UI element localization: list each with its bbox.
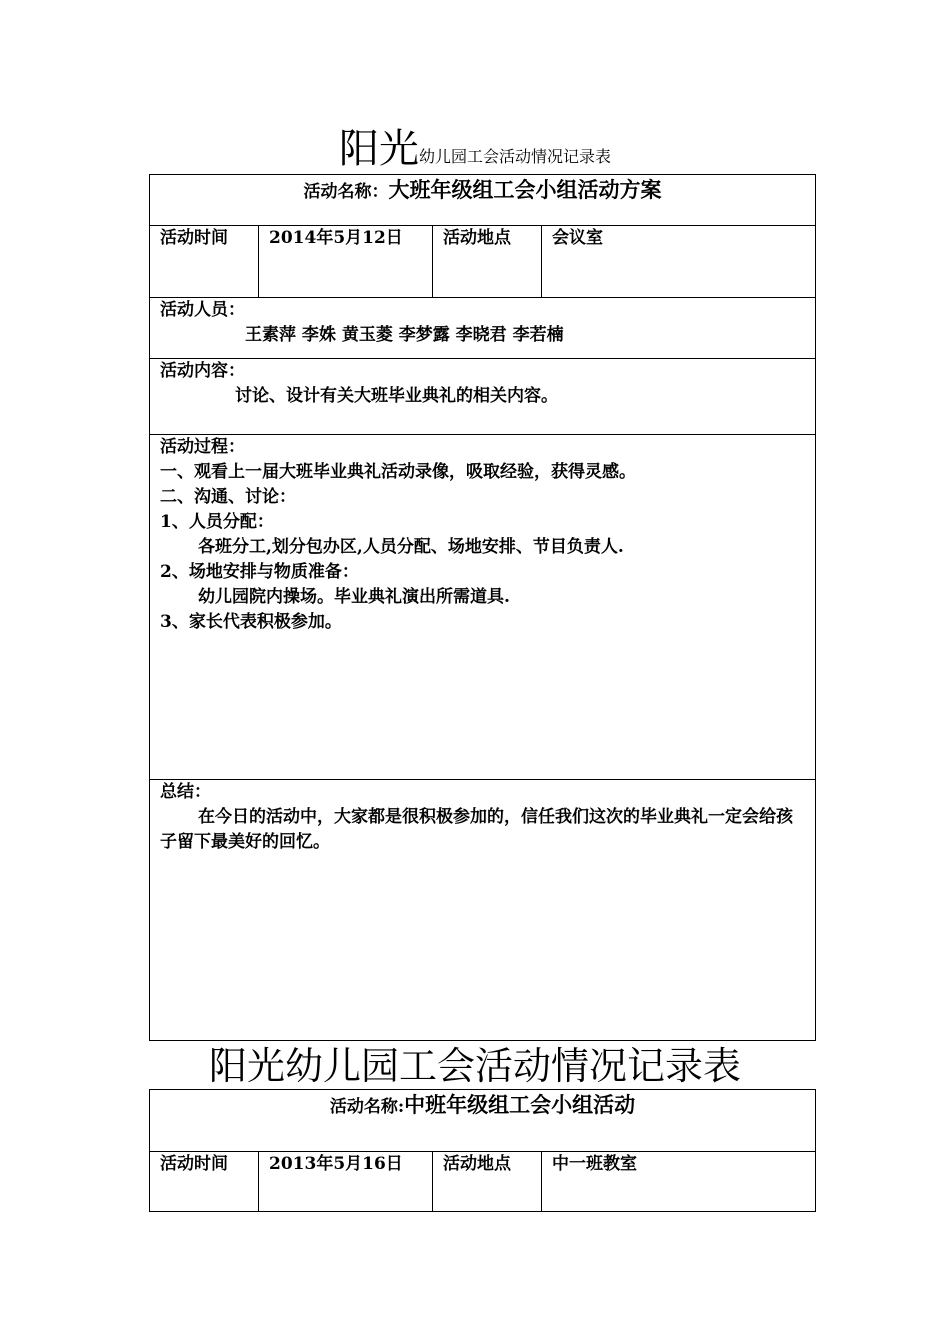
process-line: 二、沟通、讨论：: [160, 487, 296, 507]
activity-time-value-2: 2013年5月16日: [259, 1152, 433, 1212]
record-table-2: [149, 1089, 816, 1212]
activity-summary-cell: [150, 780, 816, 1041]
activity-summary-text: 在今日的活动中，大家都是很积极参加的，信任我们这次的毕业典礼一定会给孩子留下最美好的回忆。: [160, 807, 793, 852]
activity-content-cell: [150, 359, 816, 435]
activity-people-cell: [150, 298, 816, 359]
activity-place-label: 活动地点: [433, 226, 542, 298]
title-1-big: 阳光: [338, 126, 419, 172]
process-line: 幼儿园院内操场。毕业典礼演出所需道具.: [198, 587, 510, 607]
process-line: 1、人员分配：: [160, 512, 274, 532]
activity-time-label: 活动时间: [150, 226, 259, 298]
activity-content-label: 活动内容：: [160, 361, 245, 381]
process-line: 3、家长代表积极参加。: [160, 612, 342, 632]
process-line: 各班分工,划分包办区,人员分配、场地安排、节目负责人.: [198, 537, 624, 557]
activity-summary-label: 总结：: [160, 782, 211, 802]
activity-people-label: 活动人员：: [160, 300, 245, 320]
record-table-1: [149, 174, 816, 1041]
activity-name-cell: [150, 175, 816, 226]
activity-name-label-2: 活动名称:: [329, 1097, 405, 1117]
activity-process-label: 活动过程：: [160, 437, 245, 457]
activity-time-value: 2014年5月12日: [259, 226, 433, 298]
activity-name-cell-2: [150, 1090, 816, 1152]
activity-process-cell: [150, 435, 816, 780]
activity-time-label-2: 活动时间: [150, 1152, 259, 1212]
activity-content-value: 讨论、设计有关大班毕业典礼的相关内容。: [235, 386, 558, 406]
process-line: 一、观看上一届大班毕业典礼活动录像，吸取经验，获得灵感。: [160, 462, 636, 482]
title-1-small: 幼儿园工会活动情况记录表: [418, 147, 611, 166]
activity-name-value: 大班年级组工会小组活动方案: [388, 177, 662, 202]
activity-place-label-2: 活动地点: [433, 1152, 542, 1212]
activity-place-value-2: 中一班教室: [542, 1152, 816, 1212]
activity-place-value: 会议室: [542, 226, 816, 298]
activity-name-value-2: 中班年级组工会小组活动: [404, 1092, 636, 1117]
activity-name-label: 活动名称：: [303, 182, 389, 202]
activity-people-value: 王素萍 李姝 黄玉菱 李梦露 李晓君 李若楠: [245, 325, 564, 345]
record-title-2: 阳光幼儿园工会活动情况记录表: [208, 1044, 741, 1088]
process-line: 2、场地安排与物质准备：: [160, 562, 359, 582]
